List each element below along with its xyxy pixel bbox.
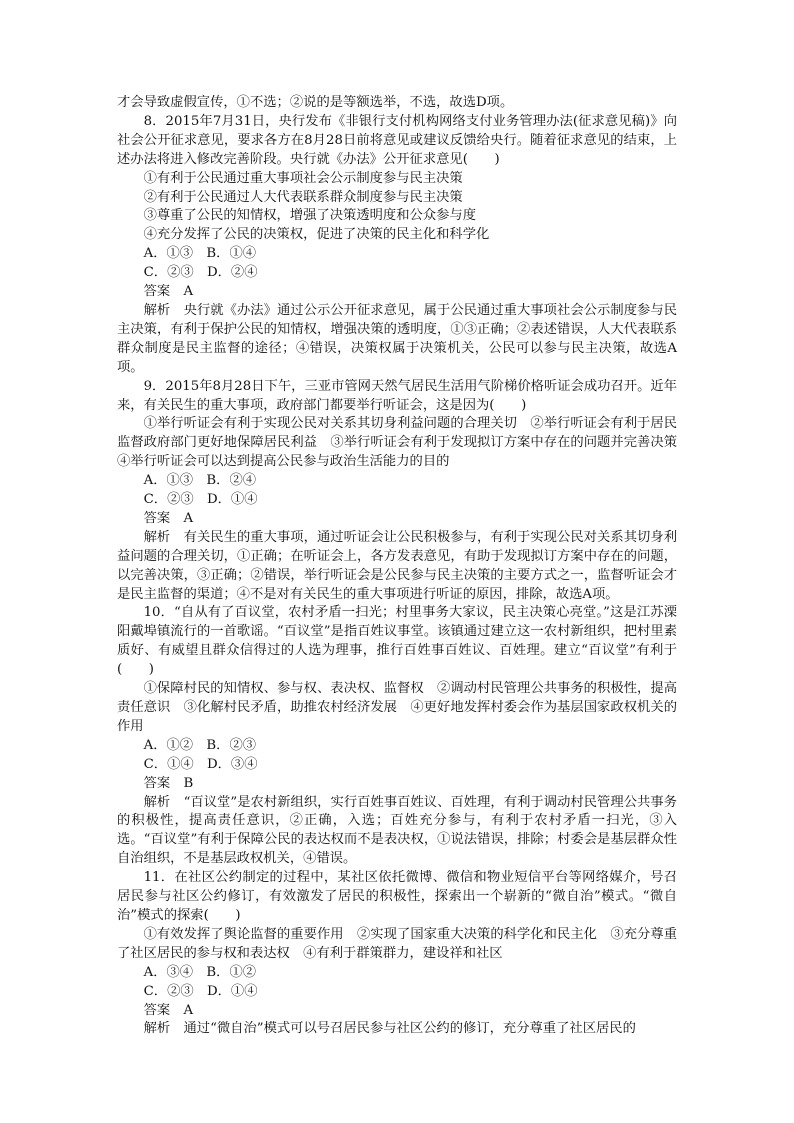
- analysis-paragraph: 解析 有关民生的重大事项，通过听证会让公民积极参与，有利于实现公民对关系其切身利益问题的合理关切，①正确；在听证会上，各方发表意见，有助于发现拟订方案中存在的问题，以完善决策，③正确；②错误，举行听证会是公民参与民主决策的主要方式之一，监督听证会才是民主监督的渠道；④不是对有关民生的重大事项进行听证的原因，排除，故选A项。: [117, 529, 677, 602]
- analysis-paragraph: 解析 通过“微自治”模式可以号召居民参与社区公约的修订，充分尊重了社区居民的: [143, 1021, 636, 1037]
- option-line: ②有利于公民通过人大代表联系群众制度参与民主决策: [143, 189, 463, 205]
- options-paragraph: ①有效发挥了舆论监督的重要作用 ②实现了国家重大决策的科学化和民主化 ③充分尊重了社区居民的参与权和表达权 ④有利于群策群力，建设祥和社区: [117, 926, 677, 961]
- analysis-paragraph: 解析 “百议堂”是农村新组织，实行百姓事百姓议、百姓理，有利于调动村民管理公共事务的积极性，提高责任意识，②正确，入选；百姓充分参与，有利于农村矛盾一扫光，③入选。“百议堂”有利于保障公民的表达权而不是表决权，①说法错误，排除；村委会是基层群众性自治组织，不是基层政权机关，④错误。: [117, 794, 677, 867]
- question-8: [117, 113, 677, 378]
- choice-line: C．②③ D．②④: [143, 265, 258, 281]
- analysis-paragraph: 解析 央行就《办法》通过公示公开征求意见，属于公民通过重大事项社会公示制度参与民主决策，有利于保护公民的知情权，增强决策的透明度，①③正确；②表述错误，人大代表联系群众制度是民主监督的途径；④错误，决策权属于决策机关，公民可以参与民主决策，故选A项。: [117, 302, 677, 375]
- choice-line: A．①② B．②③: [143, 737, 257, 753]
- intro-paragraph: 才会导致虚假宣传，①不选；②说的是等额选举，不选，故选D项。: [117, 95, 514, 110]
- answer-line: 答案 A: [143, 284, 194, 300]
- answer-line: 答案 B: [143, 775, 194, 791]
- question-stem: 10．“自从有了百议堂，农村矛盾一扫光；村里事务大家议，民主决策心亮堂。”这是江苏溧阳戴埠镇流行的一首歌谣。“百议堂”是指百姓议事堂。该镇通过建立这一农村新组织，把村里素质好、有威望且群众信得过的人选为理事，推行百姓事百姓议、百姓理。建立“百议堂”有利于( ): [117, 605, 677, 678]
- answer-line: 答案 A: [143, 510, 194, 526]
- question-stem: 9．2015年8月28日下午，三亚市管网天然气居民生活用气阶梯价格听证会成功召开。近年来，有关民生的重大事项，政府部门都要举行听证会，这是因为( ): [117, 378, 677, 413]
- choice-line: A．①③ B．②④: [143, 473, 257, 489]
- question-10: [117, 604, 677, 869]
- option-line: ④充分发挥了公民的决策权，促进了决策的民主化和科学化: [143, 227, 490, 243]
- option-line: ①有利于公民通过重大事项社会公示制度参与民主决策: [143, 170, 463, 186]
- question-11: [117, 869, 677, 1039]
- option-line: ③尊重了公民的知情权，增强了决策透明度和公众参与度: [143, 208, 477, 224]
- question-stem: 11．在社区公约制定的过程中，某社区依托微博、微信和物业短信平台等网络媒介，号召居民参与社区公约修订，有效激发了居民的积极性，探索出一个崭新的“微自治”模式。“微自治”模式的探索( ): [117, 870, 677, 923]
- choice-line: A．①③ B．①④: [143, 246, 257, 262]
- question-9: [117, 378, 691, 605]
- question-stem: 8．2015年7月31日，央行发布《非银行支付机构网络支付业务管理办法(征求意见稿)》向社会公开征求意见，要求各方在8月28日前将意见或建议反馈给央行。随着征求意见的结束，上述办法将进入修改完善阶段。央行就《办法》公开征求意见( ): [117, 113, 677, 167]
- choice-line: A．③④ B．①②: [143, 964, 257, 980]
- options-paragraph: ①保障村民的知情权、参与权、表决权、监督权 ②调动村民管理公共事务的积极性，提高责任意识 ③化解村民矛盾，助推农村经济发展 ④更好地发挥村委会作为基层国家政权机关的作用: [117, 681, 677, 734]
- options-paragraph: ①举行听证会有利于实现公民对关系其切身利益问题的合理关切 ②举行听证会有利于居民监督政府部门更好地保障居民利益 ③举行听证会有利于发现拟订方案中存在的问题并完善决策 ④举行听证会可以达到提高公民参与政治生活能力的目的: [117, 416, 691, 470]
- choice-line: C．②③ D．①④: [143, 983, 258, 999]
- choice-line: C．②③ D．①④: [143, 492, 258, 508]
- answer-line: 答案 A: [143, 1002, 194, 1018]
- choice-line: C．①④ D．③④: [143, 756, 258, 772]
